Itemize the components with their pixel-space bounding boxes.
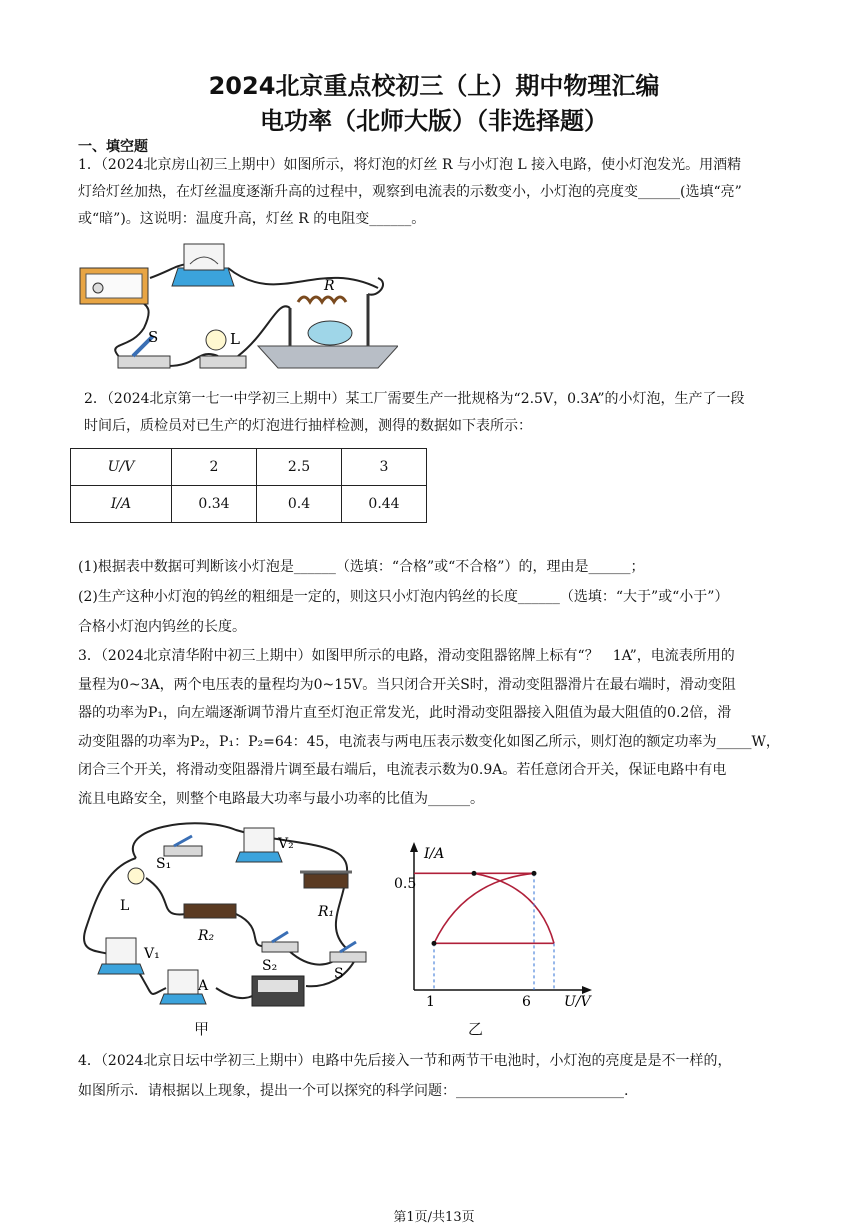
question-1-line-3: 或“暗”)。这说明：温度升高，灯丝 R 的电阻变______。 [78, 211, 426, 227]
table-cell: 3 [342, 449, 427, 486]
table-row [71, 449, 427, 486]
label-r2: R₂ [198, 928, 215, 944]
question-3-line-1: 3．（2024北京清华附中初三上期中）如图甲所示的电路，滑动变阻器铭牌上标有“？ 1A”，电流表所用的 [78, 648, 735, 664]
switch-s-icon [118, 336, 170, 368]
label-s: S [148, 328, 159, 346]
data-point [432, 941, 437, 946]
voltmeter-v1-icon [98, 938, 144, 974]
question-2 [84, 386, 800, 440]
filament-r-icon [258, 294, 398, 368]
question-1-line-2: 灯给灯丝加热，在灯丝温度逐渐升高的过程中，观察到电流表的示数变小，小灯泡的亮度变______(选填“亮” [78, 184, 742, 200]
label-r: R [324, 278, 335, 294]
question-1-line-1: 1．（2024北京房山初三上期中）如图所示，将灯泡的灯丝 R 与小灯泡 L 接入电路，使小灯泡发光。用酒精 [78, 157, 742, 173]
question-3-line-2: 量程为0~3A，两个电压表的量程均为0~15V。当只闭合开关S时，滑动变阻器滑片在最右端时，滑动变阻 [78, 676, 736, 693]
voltmeter-v2-icon [236, 828, 282, 862]
y-axis-arrow [410, 842, 418, 852]
question-3-circuit-jia [76, 818, 376, 1018]
x-tick-label: 1 [426, 994, 435, 1010]
x-axis-arrow [582, 986, 592, 994]
table-row [71, 486, 427, 523]
data-point [472, 871, 477, 876]
rheostat-r1-icon [300, 872, 352, 888]
document-title-line1: 2024北京重点校初三（上）期中物理汇编 [208, 72, 660, 100]
table-cell: 2 [172, 449, 257, 486]
table-header-current: I/A [71, 486, 172, 523]
page-number: 第1页/共13页 [393, 1210, 475, 1225]
table-header-voltage: U/V [71, 449, 172, 486]
resistor-r2-icon [184, 904, 236, 918]
label-v1: V₁ [144, 946, 160, 962]
switch-s1-icon [164, 836, 202, 856]
switch-s-icon [330, 942, 366, 962]
question-2-sub-3: 合格小灯泡内钨丝的长度。 [78, 619, 246, 635]
x-axis-label: U/V [564, 994, 591, 1010]
table-cell: 0.4 [257, 486, 342, 523]
question-4 [78, 1046, 794, 1106]
question-2-line-2: 时间后，质检员对已生产的灯泡进行抽样检测，测得的数据如下表所示： [84, 418, 532, 434]
table-cell: 0.34 [172, 486, 257, 523]
y-tick-label: 0.5 [394, 876, 417, 892]
question-2-line-1: 2．（2024北京第一七一中学初三上期中）某工厂需要生产一批规格为“2.5V，0.3A”的小灯泡，生产了一段 [84, 391, 745, 407]
question-4-line-2: 如图所示．请根据以上现象，提出一个可以探究的科学问题：________________________. [78, 1083, 629, 1099]
table-cell: 2.5 [257, 449, 342, 486]
table-cell: 0.44 [342, 486, 427, 523]
question-1-circuit-figure [78, 238, 398, 378]
x-tick-label: 6 [522, 994, 531, 1010]
question-2-subquestions [78, 552, 794, 642]
question-3 [78, 642, 794, 813]
series-curve [474, 873, 554, 943]
label-s2: S₂ [262, 958, 278, 974]
label-l: L [230, 330, 240, 348]
switch-s2-icon [262, 932, 298, 952]
question-3-line-3: 器的功率为P₁，向左端逐渐调节滑片直至灯泡正常发光，此时滑动变阻器接入阻值为最大阻值的0.2倍，滑 [78, 705, 732, 721]
label-l: L [120, 898, 130, 914]
question-3-line-6: 流且电路安全，则整个电路最大功率与最小功率的比值为______。 [78, 790, 484, 807]
question-3-line-4: 动变阻器的功率为P₂，P₁：P₂=64：45，电流表与两电压表示数变化如图乙所示，则灯泡的额定功率为_____W， [78, 733, 780, 750]
label-r1: R₁ [318, 904, 335, 920]
power-supply-icon [252, 976, 304, 1006]
section-heading: 一、填空题 [78, 139, 148, 155]
measurement-table [70, 448, 427, 523]
question-4-line-1: 4．（2024北京日坛中学初三上期中）电路中先后接入一节和两节干电池时，小灯泡的亮度是是不一样的， [78, 1053, 732, 1069]
question-3-chart-yi [390, 840, 600, 1018]
bulb-l-icon [128, 868, 144, 884]
label-s1: S₁ [156, 856, 172, 872]
question-2-sub-1: (1)根据表中数据可判断该小灯泡是______（选填：“合格”或“不合格”）的，理由是______； [78, 559, 645, 575]
data-point [532, 871, 537, 876]
label-s: S [334, 966, 344, 982]
question-3-line-5: 闭合三个开关，将滑动变阻器滑片调至最右端后，电流表示数为0.9A。若任意闭合开关，保证电路中有电 [78, 762, 727, 778]
question-1 [78, 152, 794, 233]
caption-yi: 乙 [468, 1020, 484, 1038]
series-curve [434, 873, 534, 943]
caption-jia: 甲 [194, 1020, 210, 1038]
document-title-line2: 电功率（北师大版）（非选择题） [260, 107, 608, 135]
label-a: A [198, 978, 209, 994]
power-supply-icon [80, 268, 148, 304]
question-2-sub-2: (2)生产这种小灯泡的钨丝的粗细是一定的，则这只小灯泡内钨丝的长度______（选填：“大于”或“小于”） [78, 589, 729, 605]
label-v2: V₂ [278, 836, 294, 852]
y-axis-label: I/A [424, 846, 445, 862]
